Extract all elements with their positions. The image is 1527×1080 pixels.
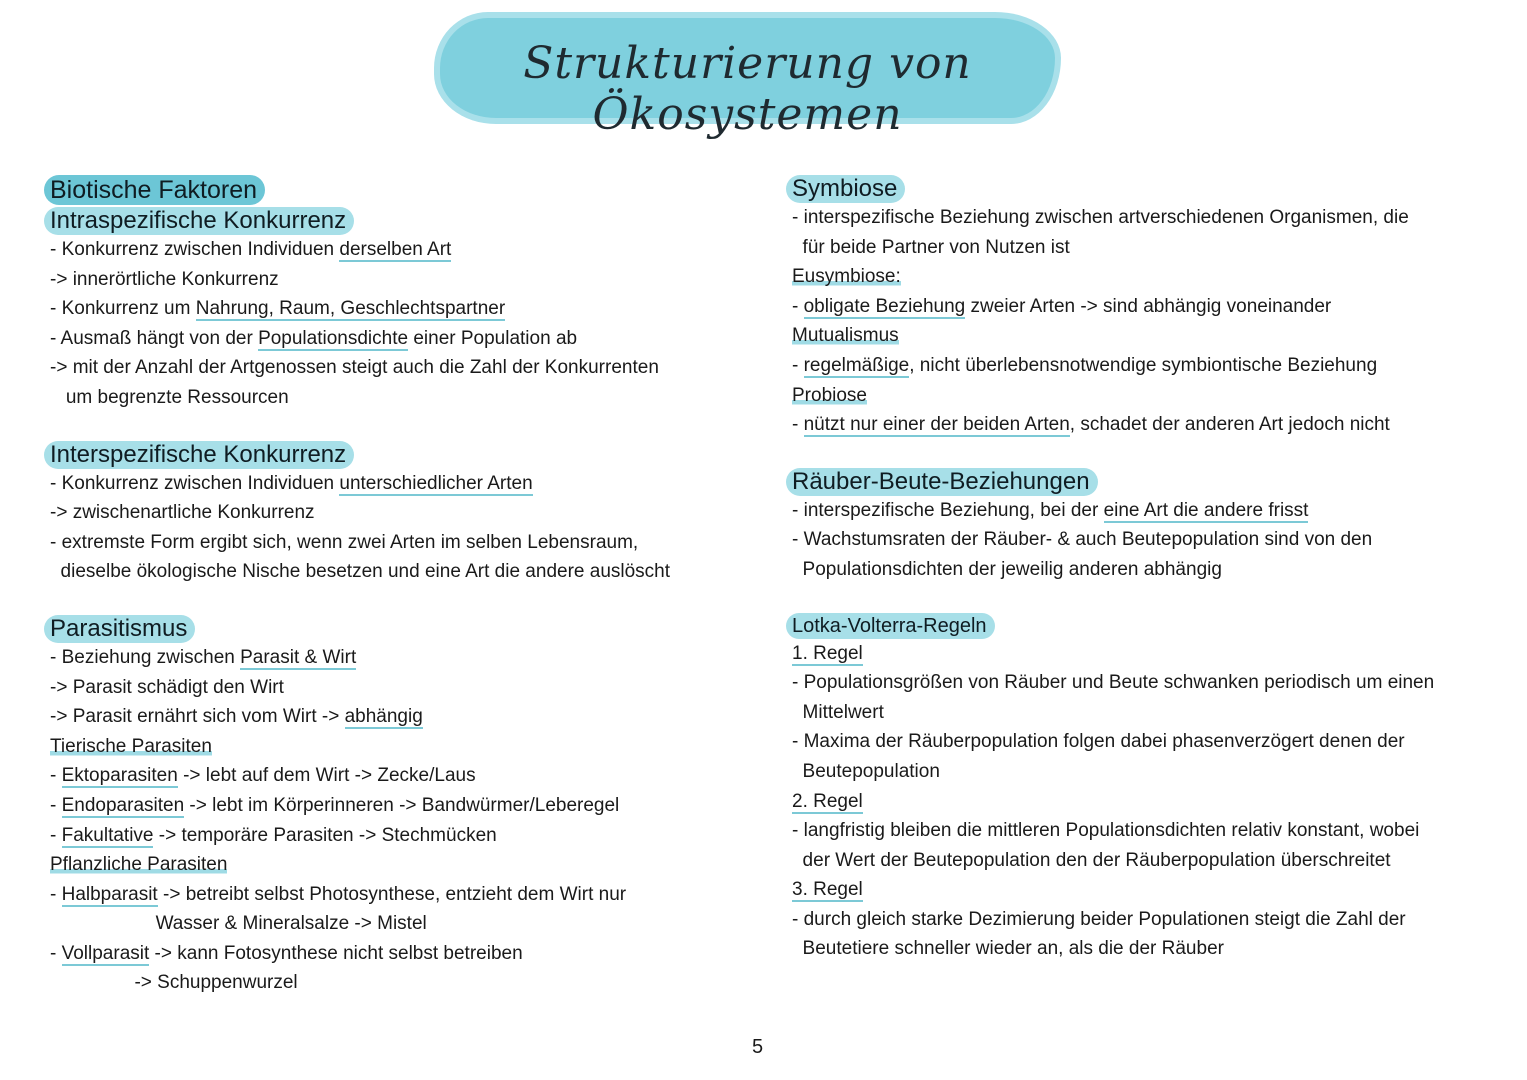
text-line: -> Parasit ernährt sich vom Wirt -> abhängig xyxy=(50,706,423,728)
right-column xyxy=(786,175,1486,964)
text-line: Wasser & Mineralsalze -> Mistel xyxy=(50,913,427,935)
text-line: Beutetiere schneller wieder an, als die der Räuber xyxy=(792,938,1224,960)
text-line: für beide Partner von Nutzen ist xyxy=(792,236,1070,258)
text-line: - Halbparasit -> betreibt selbst Photosynthese, entzieht dem Wirt nur xyxy=(50,883,627,905)
text-line: - Ausmaß hängt von der Populationsdichte einer Population ab xyxy=(50,327,578,349)
underlined-term: Vollparasit xyxy=(61,942,150,964)
text-line: - nützt nur einer der beiden Arten, schadet der anderen Art jedoch nicht xyxy=(792,414,1390,436)
underlined-term: Halbparasit xyxy=(61,883,158,905)
subheading-tierische-parasiten: Tierische Parasiten xyxy=(50,735,212,757)
text-line: - Konkurrenz zwischen Individuen derselben Art xyxy=(50,239,452,260)
rule-3-lines xyxy=(786,905,1486,964)
section-symbiose xyxy=(786,175,1486,440)
subheading-pflanzliche-parasiten: Pflanzliche Parasiten xyxy=(50,854,228,876)
spacer xyxy=(786,440,1486,468)
text-line: - interspezifische Beziehung, bei der eine Art die andere frisst xyxy=(792,499,1309,521)
page-title-banner xyxy=(440,18,1055,140)
section-raeuber-beute xyxy=(786,468,1486,585)
subheading-mutualismus: Mutualismus xyxy=(792,325,899,347)
heading-interspezifische: Interspezifische Konkurrenz xyxy=(44,441,354,469)
text-line: Beutepopulation xyxy=(792,760,940,782)
text-line: - durch gleich starke Dezimierung beider Populationen steigt die Zahl der xyxy=(792,908,1406,930)
rule-2-title: 2. Regel xyxy=(792,790,863,812)
heading-symbiose: Symbiose xyxy=(786,175,905,203)
subheading-probiose: Probiose xyxy=(792,384,867,406)
symbiose-lines xyxy=(786,203,1486,262)
spacer xyxy=(44,413,744,441)
text-line: -> zwischenartliche Konkurrenz xyxy=(50,502,315,524)
text-line: - Wachstumsraten der Räuber- & auch Beutepopulation sind von den xyxy=(792,529,1373,551)
text-line: - Endoparasiten -> lebt im Körperinneren -> Bandwürmer/Leberegel xyxy=(50,794,620,816)
text-line: dieselbe ökologische Nische besetzen und eine Art die andere auslöscht xyxy=(50,561,671,583)
rule-2-lines xyxy=(786,816,1486,875)
text-line: -> Parasit schädigt den Wirt xyxy=(50,676,284,698)
spacer xyxy=(44,587,744,615)
section-parasitismus xyxy=(44,615,744,998)
text-line: -> innerörtliche Konkurrenz xyxy=(50,268,279,290)
text-line: - Maxima der Räuberpopulation folgen dabei phasenverzögert denen der xyxy=(792,731,1405,753)
text-line: - interspezifische Beziehung zwischen artverschiedenen Organismen, die xyxy=(792,207,1409,228)
heading-parasitismus: Parasitismus xyxy=(44,615,195,643)
subheading-eusymbiose: Eusymbiose: xyxy=(792,266,901,288)
underlined-term: Parasit & Wirt xyxy=(240,646,357,668)
underlined-term: Fakultative xyxy=(61,824,154,846)
pflanzlich-lines xyxy=(44,880,744,998)
text-line: - Populationsgrößen von Räuber und Beute schwanken periodisch um einen xyxy=(792,672,1435,694)
rule-3-title: 3. Regel xyxy=(792,879,863,901)
underlined-term: Endoparasiten xyxy=(61,794,185,816)
heading-biotische-faktoren: Biotische Faktoren xyxy=(44,175,265,205)
text-line: - Fakultative -> temporäre Parasiten -> Stechmücken xyxy=(50,824,497,846)
underlined-term: derselben Art xyxy=(339,239,452,260)
section-biotische-faktoren xyxy=(44,175,744,413)
underlined-term: Ektoparasiten xyxy=(61,765,178,787)
inter-lines xyxy=(44,469,744,587)
parasitismus-lines xyxy=(44,643,744,732)
heading-lotka-volterra: Lotka-Volterra-Regeln xyxy=(786,613,995,639)
text-line: - Beziehung zwischen Parasit & Wirt xyxy=(50,646,357,668)
text-line: - Vollparasit -> kann Fotosynthese nicht selbst betreiben xyxy=(50,942,523,964)
text-line: -> mit der Anzahl der Artgenossen steigt auch die Zahl der Konkurrenten xyxy=(50,357,659,379)
underlined-term: eine Art die andere frisst xyxy=(1103,499,1309,521)
page-number: 5 xyxy=(752,1036,764,1058)
text-line: - Ektoparasiten -> lebt auf dem Wirt -> Zecke/Laus xyxy=(50,765,476,787)
text-line: -> Schuppenwurzel xyxy=(50,972,298,994)
text-line: Populationsdichten der jeweilig anderen abhängig xyxy=(792,558,1222,580)
underlined-term: abhängig xyxy=(344,706,423,728)
rule-1-title: 1. Regel xyxy=(792,642,863,664)
left-column xyxy=(44,175,744,998)
intra-lines xyxy=(44,235,744,413)
underlined-term: nützt nur einer der beiden Arten xyxy=(803,414,1070,436)
raeuber-lines xyxy=(786,496,1486,585)
spacer xyxy=(786,585,1486,613)
underlined-term: obligate Beziehung xyxy=(803,295,966,317)
text-line: der Wert der Beutepopulation den der Räuberpopulation überschreitet xyxy=(792,849,1391,871)
rule-1-lines xyxy=(786,668,1486,786)
text-line: um begrenzte Ressourcen xyxy=(50,386,289,408)
text-line: - obligate Beziehung zweier Arten -> sind abhängig voneinander xyxy=(792,295,1332,317)
section-interspezifische xyxy=(44,441,744,587)
mutualismus-line xyxy=(786,351,1486,381)
underlined-term: regelmäßige xyxy=(803,354,910,376)
tierisch-lines xyxy=(44,761,744,850)
text-line: Mittelwert xyxy=(792,701,884,723)
underlined-term: unterschiedlicher Arten xyxy=(339,472,533,494)
probiose-line xyxy=(786,410,1486,440)
eusymbiose-line xyxy=(786,292,1486,322)
section-lotka-volterra xyxy=(786,613,1486,965)
heading-intraspezifische: Intraspezifische Konkurrenz xyxy=(44,207,354,235)
underlined-term: Nahrung, Raum, Geschlechtspartner xyxy=(195,298,506,320)
heading-raeuber-beute: Räuber-Beute-Beziehungen xyxy=(786,468,1098,496)
text-line: - extremste Form ergibt sich, wenn zwei Arten im selben Lebensraum, xyxy=(50,531,639,553)
text-line: - Konkurrenz zwischen Individuen unterschiedlicher Arten xyxy=(50,472,533,494)
page-title: Strukturierung von Ökosystemen xyxy=(523,38,972,140)
text-line: - langfristig bleiben die mittleren Populationsdichten relativ konstant, wobei xyxy=(792,820,1420,842)
text-line: - Konkurrenz um Nahrung, Raum, Geschlechtspartner xyxy=(50,298,506,320)
underlined-term: Populationsdichte xyxy=(258,327,409,349)
text-line: - regelmäßige, nicht überlebensnotwendige symbiontische Beziehung xyxy=(792,354,1378,376)
